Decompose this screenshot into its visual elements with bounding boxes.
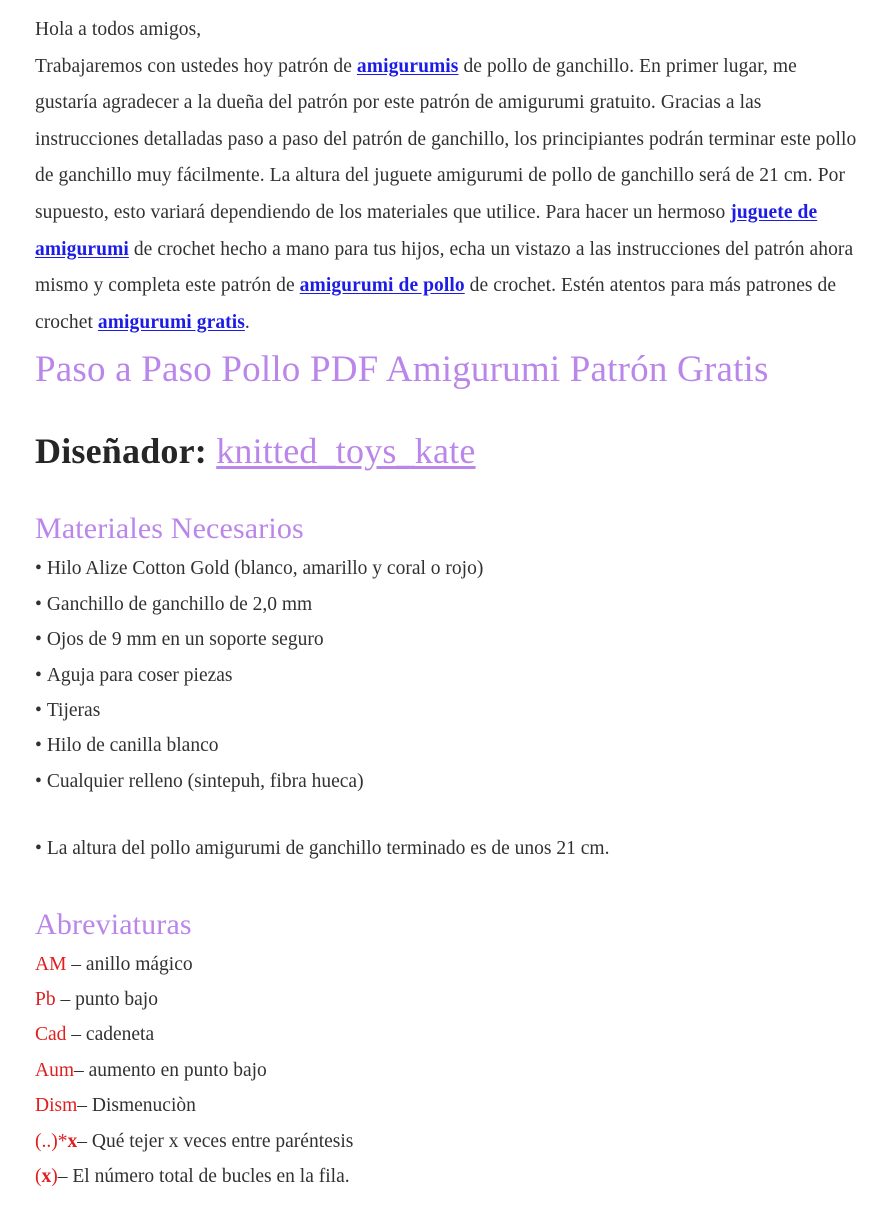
list-item-text: Ganchillo de ganchillo de 2,0 mm: [46, 593, 313, 615]
materials-list: [35, 551, 860, 799]
intro-text-5: .: [244, 311, 250, 333]
abbreviation-separator: –: [77, 1130, 92, 1152]
list-item-text: Aguja para coser piezas: [46, 664, 233, 686]
abbreviation-row: [35, 1053, 860, 1088]
list-item-text: Hilo Alize Cotton Gold (blanco, amarillo y coral o rojo): [46, 558, 484, 580]
abbreviation-definition: punto bajo: [75, 989, 158, 1010]
link-amigurumi-de-pollo[interactable]: amigurumi de pollo: [299, 275, 465, 297]
list-item: [35, 728, 860, 763]
abbreviation-definition: aumento en punto bajo: [88, 1059, 267, 1081]
link-amigurumis[interactable]: amigurumis: [356, 55, 459, 77]
abbreviation-term-after: ): [51, 1166, 58, 1188]
abbreviation-row: [35, 982, 860, 1017]
abbreviation-term-bold: x: [67, 1130, 78, 1152]
designer-name[interactable]: knitted_toys_kate: [216, 431, 476, 472]
materials-note-text: La altura del pollo amigurumi de ganchillo terminado es de unos 21 cm.: [46, 838, 610, 860]
list-item: [35, 764, 860, 799]
intro-greeting: Hola a todos amigos,: [35, 19, 202, 40]
list-item: [35, 658, 860, 693]
link-juguete-de-amigurumi[interactable]: juguete de amigurumi: [35, 201, 818, 260]
abbreviation-separator: –: [66, 953, 86, 975]
bullet-icon: •: [35, 664, 42, 686]
abbreviation-term: AM: [35, 953, 67, 975]
abbreviation-term: Cad: [35, 1024, 67, 1046]
list-item: [35, 693, 860, 728]
intro-text-3: de crochet hecho a mano para tus hijos, echa un vistazo a las instrucciones del patrón ahora mismo y completa este patrón de: [35, 238, 854, 297]
materials-note-list: [35, 831, 860, 866]
materials-heading: Materiales Necesarios: [35, 512, 304, 546]
abbreviation-separator: –: [77, 1095, 92, 1117]
abbreviation-separator: –: [57, 1166, 73, 1188]
list-item-text: Cualquier relleno (sintepuh, fibra hueca): [46, 770, 364, 792]
abbreviation-row: [35, 947, 860, 982]
abbreviation-term: Aum: [35, 1059, 74, 1081]
abbreviation-definition: cadeneta: [85, 1024, 155, 1046]
list-item-text: Hilo de canilla blanco: [46, 735, 219, 757]
bullet-icon: •: [35, 593, 42, 615]
abbreviations-heading: Abreviaturas: [35, 907, 192, 941]
list-item-text: Ojos de 9 mm en un soporte seguro: [46, 629, 324, 651]
abbreviation-definition: anillo mágico: [85, 953, 193, 975]
abbreviation-term: Pb: [35, 989, 56, 1010]
abbreviation-separator: –: [74, 1059, 89, 1081]
bullet-icon: •: [35, 699, 42, 721]
list-item: [35, 831, 860, 866]
intro-paragraph: [35, 49, 860, 342]
intro-text-4: de crochet. Estén atentos para más patrones de crochet: [35, 275, 837, 333]
abbreviation-row: [35, 1159, 860, 1194]
abbreviation-term: (..)*: [35, 1130, 68, 1152]
link-amigurumi-gratis[interactable]: amigurumi gratis: [97, 311, 245, 333]
abbreviation-row: [35, 1088, 860, 1123]
abbreviation-term: (: [35, 1166, 42, 1188]
abbreviation-separator: –: [55, 989, 76, 1010]
bullet-icon: •: [35, 735, 42, 757]
bullet-icon: •: [35, 838, 42, 860]
abbreviation-definition: Qué tejer x veces entre paréntesis: [91, 1130, 354, 1152]
intro-text-1: Trabajaremos con ustedes hoy patrón de: [35, 55, 357, 77]
intro-text-2: de pollo de ganchillo. En primer lugar, me gustaría agradecer a la dueña del patrón por este patrón de amigurumi gratuito. Gracias a las instrucciones detalladas paso a paso del patrón de ganchillo, los principiantes podrán terminar este pollo de ganchillo muy fácilmente. La altura del juguete amigurumi de pollo de ganchillo será de 21 cm. Por supuesto, esto variará dependiendo de los materiales que utilice. Para hacer un hermoso: [35, 55, 857, 223]
list-item: [35, 551, 860, 586]
abbreviations-list: [35, 947, 860, 1195]
abbreviation-term-bold: x: [41, 1166, 52, 1188]
designer-line: [35, 429, 860, 473]
page-title: Paso a Paso Pollo PDF Amigurumi Patrón Gratis: [35, 349, 769, 391]
list-item: [35, 587, 860, 622]
abbreviation-separator: –: [66, 1024, 86, 1046]
list-item: [35, 622, 860, 657]
list-item-text: Tijeras: [46, 699, 101, 721]
abbreviation-definition: El número total de bucles en la fila.: [72, 1166, 350, 1188]
bullet-icon: •: [35, 629, 42, 651]
abbreviation-definition: Dismenuciòn: [91, 1095, 196, 1117]
bullet-icon: •: [35, 770, 42, 792]
bullet-icon: •: [35, 558, 42, 580]
designer-label: Diseñador:: [35, 431, 207, 472]
abbreviation-row: [35, 1017, 860, 1052]
abbreviation-row: [35, 1124, 860, 1159]
abbreviation-term: Dism: [35, 1095, 78, 1117]
